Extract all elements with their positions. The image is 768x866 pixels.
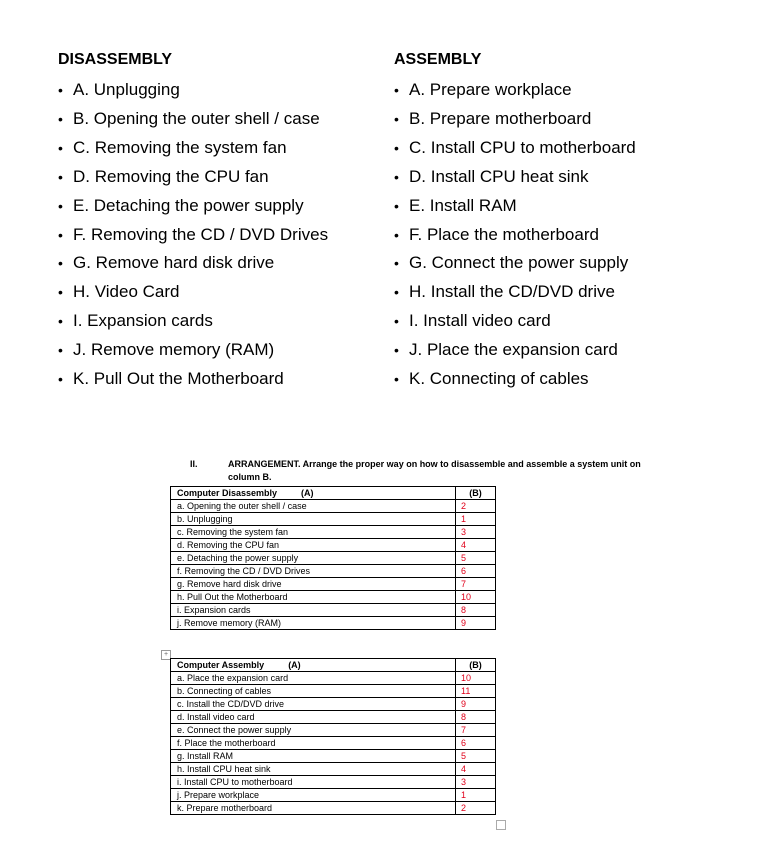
answer-cell[interactable]: 2 — [456, 802, 496, 815]
bullet-icon: • — [394, 168, 399, 185]
table-row: b. Unplugging 1 — [171, 513, 496, 526]
answer-cell[interactable]: 1 — [456, 789, 496, 802]
table-row: h. Pull Out the Motherboard 10 — [171, 591, 496, 604]
table-row: i. Install CPU to motherboard 3 — [171, 776, 496, 789]
bullet-icon: • — [394, 284, 399, 301]
table-row: f. Place the motherboard 6 — [171, 737, 496, 750]
answer-cell[interactable]: 3 — [456, 776, 496, 789]
arrangement-instruction: ARRANGEMENT. Arrange the proper way on how to disassemble and assemble a system unit on column B. — [228, 459, 641, 482]
column-b-header: (B) — [456, 659, 496, 672]
table-row: c. Removing the system fan 3 — [171, 526, 496, 539]
assembly-column — [394, 50, 754, 394]
list-item: • J. Place the expansion card — [394, 336, 754, 365]
list-item: • G. Connect the power supply — [394, 249, 754, 278]
table-row: a. Place the expansion card 10 — [171, 672, 496, 685]
bullet-icon: • — [58, 82, 63, 98]
list-item: • E. Install RAM — [394, 192, 754, 221]
list-item: • C. Removing the system fan — [58, 134, 388, 163]
table-row: k. Prepare motherboard 2 — [171, 802, 496, 815]
list-item: • F. Place the motherboard — [394, 221, 754, 250]
bullet-icon: • — [58, 313, 63, 330]
table-header-row — [171, 487, 496, 500]
list-item: • J. Remove memory (RAM) — [58, 336, 388, 365]
bullet-icon: • — [394, 139, 399, 156]
disassembly-table — [170, 486, 496, 630]
bullet-icon: • — [58, 226, 63, 243]
list-item: • B. Opening the outer shell / case — [58, 105, 388, 134]
table-header-row — [171, 659, 496, 672]
list-item: • K. Connecting of cables — [394, 365, 754, 394]
answer-cell[interactable]: 6 — [456, 737, 496, 750]
table-row: d. Removing the CPU fan 4 — [171, 539, 496, 552]
answer-cell[interactable]: 4 — [456, 763, 496, 776]
answer-cell[interactable]: 5 — [456, 552, 496, 565]
bullet-icon: • — [394, 313, 399, 330]
bullet-icon: • — [394, 82, 399, 98]
bullet-icon: • — [394, 197, 399, 214]
bullet-icon: • — [58, 168, 63, 185]
list-item: • D. Removing the CPU fan — [58, 163, 388, 192]
list-item: • D. Install CPU heat sink — [394, 163, 754, 192]
answer-cell[interactable]: 9 — [456, 617, 496, 630]
table-resize-handle-icon[interactable] — [496, 820, 506, 830]
column-b-header: (B) — [456, 487, 496, 500]
table-row: c. Install the CD/DVD drive 9 — [171, 698, 496, 711]
assembly-list — [394, 76, 754, 394]
list-item: • E. Detaching the power supply — [58, 192, 388, 221]
list-item: • B. Prepare motherboard — [394, 105, 754, 134]
table-row: f. Removing the CD / DVD Drives 6 — [171, 565, 496, 578]
table-row: j. Remove memory (RAM) 9 — [171, 617, 496, 630]
answer-cell[interactable]: 9 — [456, 698, 496, 711]
bullet-icon: • — [58, 110, 63, 127]
disassembly-list — [58, 76, 388, 394]
bullet-icon: • — [394, 226, 399, 243]
bullet-icon: • — [58, 139, 63, 156]
list-item: • I. Expansion cards — [58, 307, 388, 336]
bullet-icon: • — [394, 255, 399, 272]
disassembly-title: DISASSEMBLY — [58, 51, 173, 68]
table-row: e. Connect the power supply 7 — [171, 724, 496, 737]
table-row: g. Install RAM 5 — [171, 750, 496, 763]
bullet-icon: • — [394, 342, 399, 359]
answer-cell[interactable]: 1 — [456, 513, 496, 526]
table-row: e. Detaching the power supply 5 — [171, 552, 496, 565]
bullet-icon: • — [58, 284, 63, 301]
table-row: j. Prepare workplace 1 — [171, 789, 496, 802]
section-number: II. — [190, 459, 198, 469]
bullet-icon: • — [58, 342, 63, 359]
column-a-header: Computer Assembly (A) — [171, 659, 456, 672]
assembly-title: ASSEMBLY — [394, 51, 482, 68]
list-item: • I. Install video card — [394, 307, 754, 336]
table-row: g. Remove hard disk drive 7 — [171, 578, 496, 591]
table-row: b. Connecting of cables 11 — [171, 685, 496, 698]
list-item: • K. Pull Out the Motherboard — [58, 365, 388, 394]
bullet-icon: • — [58, 255, 63, 272]
answer-cell[interactable]: 10 — [456, 672, 496, 685]
table-row: i. Expansion cards 8 — [171, 604, 496, 617]
list-item: • H. Video Card — [58, 278, 388, 307]
answer-cell[interactable]: 4 — [456, 539, 496, 552]
answer-cell[interactable]: 6 — [456, 565, 496, 578]
answer-cell[interactable]: 7 — [456, 724, 496, 737]
bullet-icon: • — [394, 110, 399, 127]
list-item: • H. Install the CD/DVD drive — [394, 278, 754, 307]
table-row: a. Opening the outer shell / case 2 — [171, 500, 496, 513]
column-a-header: Computer Disassembly (A) — [171, 487, 456, 500]
answer-cell[interactable]: 8 — [456, 711, 496, 724]
list-item: • C. Install CPU to motherboard — [394, 134, 754, 163]
bullet-icon: • — [58, 197, 63, 214]
answer-cell[interactable]: 7 — [456, 578, 496, 591]
table-row: h. Install CPU heat sink 4 — [171, 763, 496, 776]
table-row: d. Install video card 8 — [171, 711, 496, 724]
answer-cell[interactable]: 8 — [456, 604, 496, 617]
answer-cell[interactable]: 5 — [456, 750, 496, 763]
answer-cell[interactable]: 2 — [456, 500, 496, 513]
bullet-icon: • — [394, 371, 399, 388]
bullet-icon: • — [58, 371, 63, 388]
list-item: • A. Unplugging — [58, 76, 388, 105]
list-item: • F. Removing the CD / DVD Drives — [58, 221, 388, 250]
list-item: • G. Remove hard disk drive — [58, 249, 388, 278]
assembly-table — [170, 658, 496, 815]
disassembly-column — [58, 50, 388, 394]
answer-cell[interactable]: 3 — [456, 526, 496, 539]
answer-cell[interactable]: 10 — [456, 591, 496, 604]
table-move-handle-icon[interactable]: + — [161, 650, 171, 660]
answer-cell[interactable]: 11 — [456, 685, 496, 698]
list-item: • A. Prepare workplace — [394, 76, 754, 105]
